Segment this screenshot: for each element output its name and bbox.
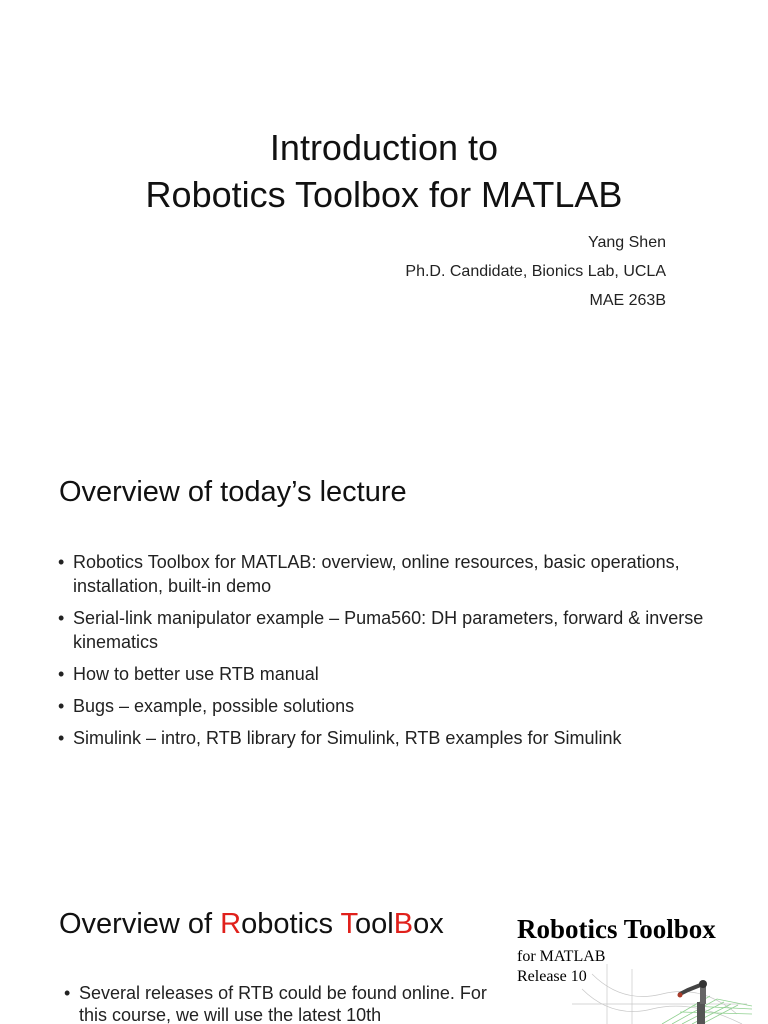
course-code: MAE 263B bbox=[589, 292, 666, 309]
author-name: Yang Shen bbox=[588, 234, 666, 251]
heading-accent-letter: R bbox=[220, 908, 242, 940]
overview-heading: Overview of today’s lecture bbox=[59, 476, 407, 508]
list-item bbox=[58, 694, 708, 718]
bullet-icon: • bbox=[58, 728, 65, 748]
bullet-text: How to better use RTB manual bbox=[73, 664, 319, 684]
title-line-2: Robotics Toolbox for MATLAB bbox=[145, 174, 623, 215]
bullet-text: Bugs – example, possible solutions bbox=[73, 696, 355, 716]
bullet-text: Several releases of RTB could be found online. For this course, we will use the latest 10th bbox=[79, 983, 487, 1024]
cover-release: Release 10 bbox=[517, 968, 587, 985]
bullet-icon: • bbox=[64, 983, 71, 1003]
heading-part: Overview of bbox=[59, 908, 221, 940]
list-item bbox=[58, 726, 708, 750]
rtb-overview-heading bbox=[59, 908, 444, 941]
author-info bbox=[405, 228, 666, 315]
author-affiliation: Ph.D. Candidate, Bionics Lab, UCLA bbox=[405, 263, 666, 280]
bullet-icon: • bbox=[58, 552, 65, 572]
cover-subtitle: for MATLAB bbox=[517, 948, 606, 965]
bullet-icon: • bbox=[58, 608, 65, 628]
title-line-1: Introduction to bbox=[269, 127, 499, 168]
bullet-icon: • bbox=[58, 664, 65, 684]
bullet-text: Serial-link manipulator example – Puma560: DH parameters, forward & inverse kinematics bbox=[73, 608, 704, 652]
rtb-cover-image bbox=[512, 914, 752, 1024]
bullet-text: Simulink – intro, RTB library for Simulink, RTB examples for Simulink bbox=[73, 728, 622, 748]
heading-accent-letter: B bbox=[393, 908, 414, 940]
overview-bullet-list bbox=[58, 550, 708, 758]
bullet-icon: • bbox=[58, 696, 65, 716]
list-item bbox=[58, 606, 708, 654]
overview-slide bbox=[0, 432, 768, 864]
list-item bbox=[58, 662, 708, 686]
list-item bbox=[58, 550, 708, 598]
cover-title: Robotics Toolbox bbox=[517, 914, 716, 944]
bullet-text: Robotics Toolbox for MATLAB: overview, online resources, basic operations, installation, built-in demo bbox=[73, 552, 680, 596]
heading-accent-letter: T bbox=[340, 908, 356, 940]
heading-part: obotics bbox=[241, 908, 341, 940]
slide-title bbox=[0, 124, 768, 218]
rtb-overview-slide bbox=[0, 864, 768, 1024]
heading-part: ool bbox=[355, 908, 394, 940]
title-slide bbox=[0, 0, 768, 432]
heading-part: ox bbox=[413, 908, 444, 940]
list-item bbox=[64, 982, 504, 1024]
cover-subtitle-block bbox=[517, 947, 605, 987]
